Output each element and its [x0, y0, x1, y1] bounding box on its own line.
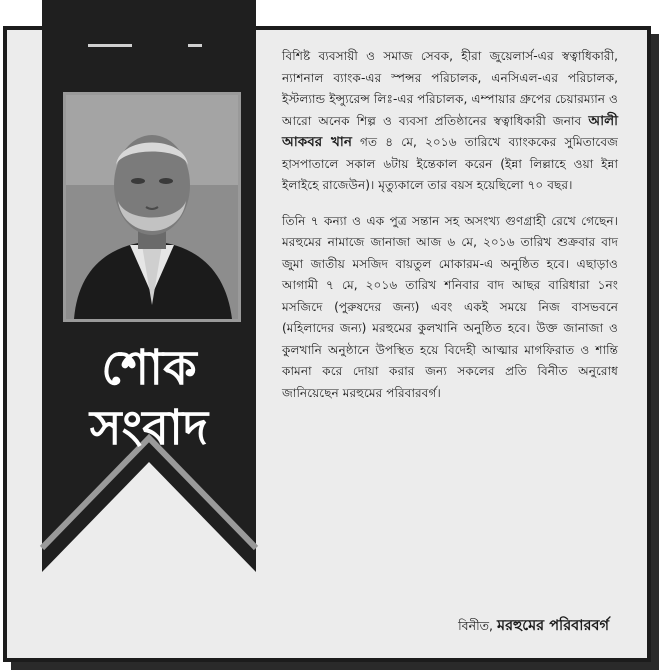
- paragraph-1-intro: বিশিষ্ট ব্যবসায়ী ও সমাজ সেবক, হীরা জুয়েলার্স-এর স্বত্বাধিকারী, ন্যাশনাল ব্যাংক-এর স্পন্সর পরিচালক, এনসিএল-এর পরিচালক, ইস্টল্যান্ড ইন্স্যুরেন্স লিঃ-এর পরিচালক, এম্পায়ার গ্রুপের চেয়ারম্যান ও আরো অনেক শিল্প ও ব্যবসা প্রতিষ্ঠানের স্বত্বাধিকারী জনাব: [282, 49, 618, 128]
- signature-family: মরহুমের পরিবারবর্গ: [497, 618, 609, 634]
- ribbon-ornament-right: [188, 44, 202, 47]
- deceased-name: আলী আকবর খান: [282, 112, 619, 150]
- signature-prefix: বিনীত,: [458, 618, 494, 633]
- paragraph-1: [282, 46, 618, 197]
- paragraph-1-rest: গত ৪ মে, ২০১৬ তারিখে ব্যাংককের সুমিতাবেজ হাসপাতালে সকাল ৬টায় ইন্তেকাল করেন (ইন্না লিল্লাহে ওয়া ইন্না ইলাইহে রাজেউন)। মৃত্যুকালে তার বয়স হয়েছিলো ৭০ বছর।: [282, 135, 619, 192]
- notice-title: [44, 338, 254, 458]
- notice-body: [282, 46, 618, 418]
- title-line-1: শোক: [101, 340, 197, 396]
- title-line-2: সংবাদ: [89, 400, 209, 456]
- paragraph-2: তিনি ৭ কন্যা ও এক পুত্র সন্তান সহ অসংখ্য গুণগ্রাহী রেখে গেছেন। মরহুমের নামাজে জানাজা আজ ৬ মে, ২০১৬ তারিখ শুক্রবার বাদ জুমা জাতীয় মসজিদ বায়তুল মোকারম-এ অনুষ্ঠিত হবে। এছাড়াও আগামী ৭ মে, ২০১৬ তারিখ শনিবার বাদ আছর বারিধারা ১নং মসজিদে (পুরুষদের জন্য) এবং একই সময়ে নিজ বাসভবনে (মহিলাদের জন্য) মরহুমের কুলখানি অনুষ্ঠিত হবে। উক্ত জানাজা ও কুলখানি অনুষ্ঠানে উপস্থিত হয়ে বিদেহী আত্মার মাগফিরাত ও শান্তি কামনা করে দোয়া করার জন্য সকলের প্রতি বিনীত অনুরোধ জানিয়েছেন মরহুমের পরিবারবর্গ।: [282, 213, 618, 400]
- portrait-photo: [63, 92, 241, 322]
- ribbon-ornament-left: [88, 44, 132, 47]
- portrait-image: [66, 95, 238, 319]
- signature: [458, 615, 609, 639]
